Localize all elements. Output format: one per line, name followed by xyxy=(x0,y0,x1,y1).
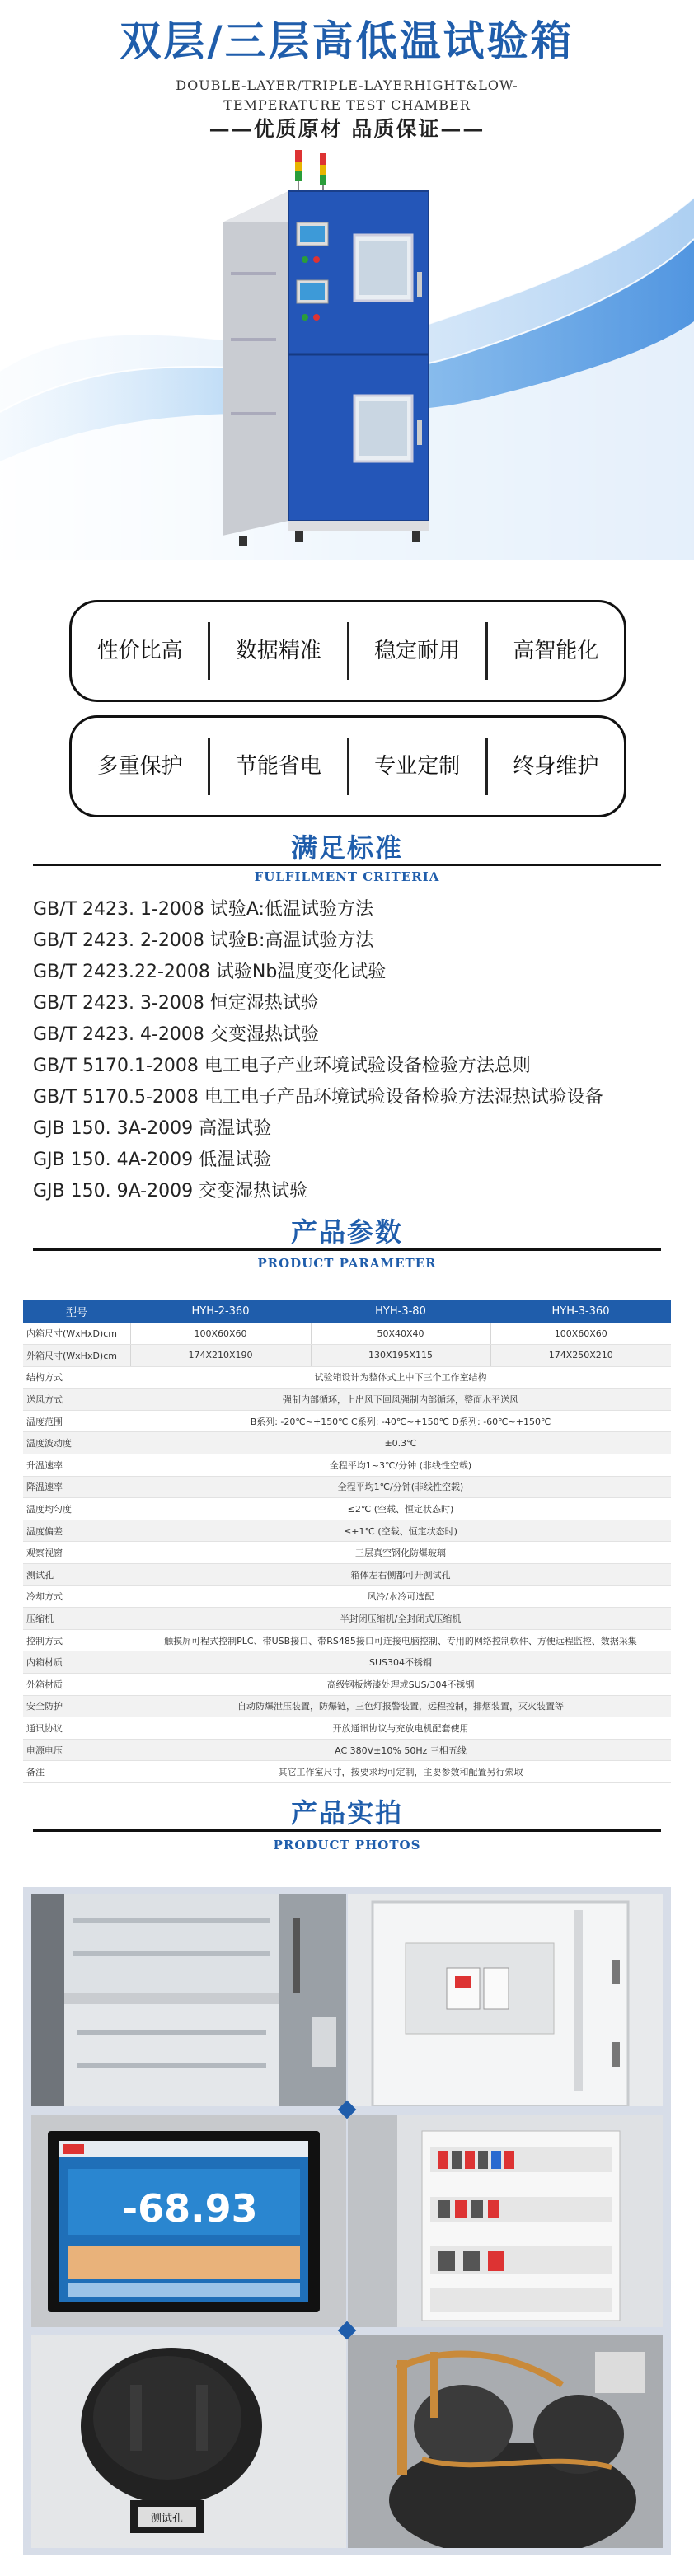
param-label: 结构方式 xyxy=(23,1366,130,1389)
param-value: ≤2℃ (空载、恒定状态时) xyxy=(130,1498,671,1520)
param-label: 测试孔 xyxy=(23,1564,130,1586)
param-label: 升温速率 xyxy=(23,1454,130,1477)
table-header-row xyxy=(23,1300,671,1323)
feature-group-2 xyxy=(69,715,626,817)
param-label: 控制方式 xyxy=(23,1629,130,1651)
table-row xyxy=(23,1454,671,1477)
param-value: 100X60X60 xyxy=(130,1323,311,1345)
standard-item: GJB 150. 4A-2009 低温试验 xyxy=(33,1150,272,1170)
param-value: 自动防爆泄压装置，防爆链，三色灯报警装置，远程控制，排烟装置，灭火装置等 xyxy=(130,1695,671,1717)
table-row xyxy=(23,1366,671,1389)
param-label: 压缩机 xyxy=(23,1608,130,1630)
table-row xyxy=(23,1651,671,1674)
standard-item: GJB 150. 9A-2009 交变湿热试验 xyxy=(33,1181,308,1201)
header-model-1: HYH-2-360 xyxy=(130,1300,311,1323)
param-value: ≤+1℃ (空载、恒定状态时) xyxy=(130,1520,671,1542)
param-label: 温度范围 xyxy=(23,1410,130,1432)
param-label: 通讯协议 xyxy=(23,1717,130,1740)
param-label: 电源电压 xyxy=(23,1739,130,1761)
param-value: ±0.3℃ xyxy=(130,1432,671,1454)
param-label: 外箱材质 xyxy=(23,1674,130,1696)
table-row xyxy=(23,1608,671,1630)
param-value: AC 380V±10% 50Hz 三相五线 xyxy=(130,1739,671,1761)
test-chamber-image xyxy=(206,148,486,560)
param-label: 备注 xyxy=(23,1761,130,1783)
param-value: 174X250X210 xyxy=(490,1345,671,1367)
feature-durable: 稳定耐用 xyxy=(349,622,488,680)
param-value: 100X60X60 xyxy=(490,1323,671,1345)
table-row xyxy=(23,1717,671,1740)
feature-cost-effective: 性价比高 xyxy=(72,622,210,680)
standard-item: GB/T 2423.22-2008 试验Nb温度变化试验 xyxy=(33,962,387,982)
standards-subheading: FULFILMENT CRITERIA xyxy=(254,869,440,884)
standards-divider xyxy=(33,864,661,866)
param-value: B系列: -20℃~+150℃ C系列: -40℃~+150℃ D系列: -60℃~+150℃ xyxy=(130,1410,671,1432)
table-row xyxy=(23,1761,671,1783)
standards-heading: 满足标准 xyxy=(290,832,403,864)
product-title: 双层/三层高低温试验箱 xyxy=(120,17,574,65)
param-value: 触摸屏可程式控制PLC、带USB接口、带RS485接口可连接电脑控制、专用的网络控制软件、方便远程监控、数据采集 xyxy=(130,1629,671,1651)
table-row xyxy=(23,1520,671,1542)
standards-list xyxy=(33,894,676,1207)
standard-item: GB/T 2423. 4-2008 交变湿热试验 xyxy=(33,1024,319,1045)
param-label: 送风方式 xyxy=(23,1389,130,1411)
standard-item: GJB 150. 3A-2009 高温试验 xyxy=(33,1118,272,1139)
feature-intelligent: 高智能化 xyxy=(513,639,599,663)
parameters-heading: 产品参数 xyxy=(290,1216,403,1248)
param-value: 强制内部循环，上出风下回风强制内部循环，整面水平送风 xyxy=(130,1389,671,1411)
feature-energy-saving: 节能省电 xyxy=(210,738,349,795)
photos-heading: 产品实拍 xyxy=(290,1797,403,1829)
param-value: 其它工作室尺寸，按要求均可定制，主要参数和配置另行索取 xyxy=(130,1761,671,1783)
param-label: 温度偏差 xyxy=(23,1520,130,1542)
param-value: 174X210X190 xyxy=(130,1345,311,1367)
param-label: 温度波动度 xyxy=(23,1432,130,1454)
param-value: 高级钢板烤漆处理或SUS/304不锈钢 xyxy=(130,1674,671,1696)
table-row xyxy=(23,1629,671,1651)
photo-grid xyxy=(23,1887,671,2555)
standard-item: GB/T 5170.1-2008 电工电子产业环境试验设备检验方法总则 xyxy=(33,1056,531,1076)
feature-multiple-protection: 多重保护 xyxy=(72,738,210,795)
header-model-2: HYH-3-80 xyxy=(311,1300,490,1323)
photos-subheading: PRODUCT PHOTOS xyxy=(273,1838,421,1852)
screen-temperature-reading: -68.93 xyxy=(122,2186,258,2231)
test-hole-label: 测试孔 xyxy=(151,2513,184,2525)
photo-touch-screen xyxy=(31,2115,346,2327)
feature-lifetime-service: 终身维护 xyxy=(513,754,599,779)
feature-accurate-data: 数据精准 xyxy=(210,622,349,680)
param-label: 安全防护 xyxy=(23,1695,130,1717)
table-row xyxy=(23,1476,671,1498)
param-value: 全程平均1℃/分钟(非线性空载) xyxy=(130,1476,671,1498)
table-row xyxy=(23,1323,671,1345)
param-label: 内箱尺寸(WxHxD)cm xyxy=(23,1323,130,1345)
photos-divider xyxy=(33,1829,661,1832)
parameter-table-body xyxy=(23,1323,671,1782)
param-label: 温度均匀度 xyxy=(23,1498,130,1520)
standard-item: GB/T 2423. 3-2008 恒定湿热试验 xyxy=(33,993,319,1014)
header-model-3: HYH-3-360 xyxy=(490,1300,671,1323)
param-value: 50X40X40 xyxy=(311,1323,490,1345)
feature-custom-made: 专业定制 xyxy=(349,738,488,795)
standard-item: GB/T 2423. 2-2008 试验B:高温试验方法 xyxy=(33,930,374,951)
parameter-table xyxy=(23,1300,671,1783)
table-row xyxy=(23,1695,671,1717)
param-label: 内箱材质 xyxy=(23,1651,130,1674)
photo-chamber-interior xyxy=(31,1894,346,2106)
table-row xyxy=(23,1389,671,1411)
param-label: 观察视窗 xyxy=(23,1542,130,1564)
parameters-divider xyxy=(33,1248,661,1251)
header-model: 型号 xyxy=(23,1300,130,1323)
param-value: SUS304不锈钢 xyxy=(130,1651,671,1674)
hero-section xyxy=(0,0,694,560)
param-value: 风冷/水冷可选配 xyxy=(130,1585,671,1608)
param-label: 外箱尺寸(WxHxD)cm xyxy=(23,1345,130,1367)
table-row xyxy=(23,1542,671,1564)
standard-item: GB/T 2423. 1-2008 试验A:低温试验方法 xyxy=(33,899,373,920)
parameters-subheading: PRODUCT PARAMETER xyxy=(257,1256,437,1271)
table-row xyxy=(23,1739,671,1761)
table-row xyxy=(23,1564,671,1586)
table-row xyxy=(23,1432,671,1454)
param-value: 130X195X115 xyxy=(311,1345,490,1367)
table-row xyxy=(23,1498,671,1520)
param-value: 箱体左右侧都可开测试孔 xyxy=(130,1564,671,1586)
standard-item: GB/T 5170.5-2008 电工电子产品环境试验设备检验方法湿热试验设备 xyxy=(33,1087,603,1108)
table-row xyxy=(23,1585,671,1608)
param-value: 开放通讯协议与充放电机配套使用 xyxy=(130,1717,671,1740)
table-row xyxy=(23,1345,671,1367)
param-value: 试验箱设计为整体式上中下三个工作室结构 xyxy=(130,1366,671,1389)
param-label: 降温速率 xyxy=(23,1476,130,1498)
table-row xyxy=(23,1674,671,1696)
quality-slogan: ——优质原材 品质保证—— xyxy=(209,117,485,141)
param-value: 全程平均1~3℃/分钟 (非线性空载) xyxy=(130,1454,671,1477)
param-value: 三层真空钢化防爆玻璃 xyxy=(130,1542,671,1564)
photo-electrical-box xyxy=(348,1894,663,2106)
photo-control-cabinet xyxy=(348,2115,663,2327)
product-english-subtitle: DOUBLE-LAYER/TRIPLE-LAYERHIGHT&LOW-TEMPERATURE TEST CHAMBER xyxy=(176,77,518,113)
table-row xyxy=(23,1410,671,1432)
photo-compressor xyxy=(348,2335,663,2548)
photo-test-hole-plug xyxy=(31,2335,346,2548)
feature-group-1 xyxy=(69,600,626,702)
param-value: 半封闭压缩机/全封闭式压缩机 xyxy=(130,1608,671,1630)
param-label: 冷却方式 xyxy=(23,1585,130,1608)
